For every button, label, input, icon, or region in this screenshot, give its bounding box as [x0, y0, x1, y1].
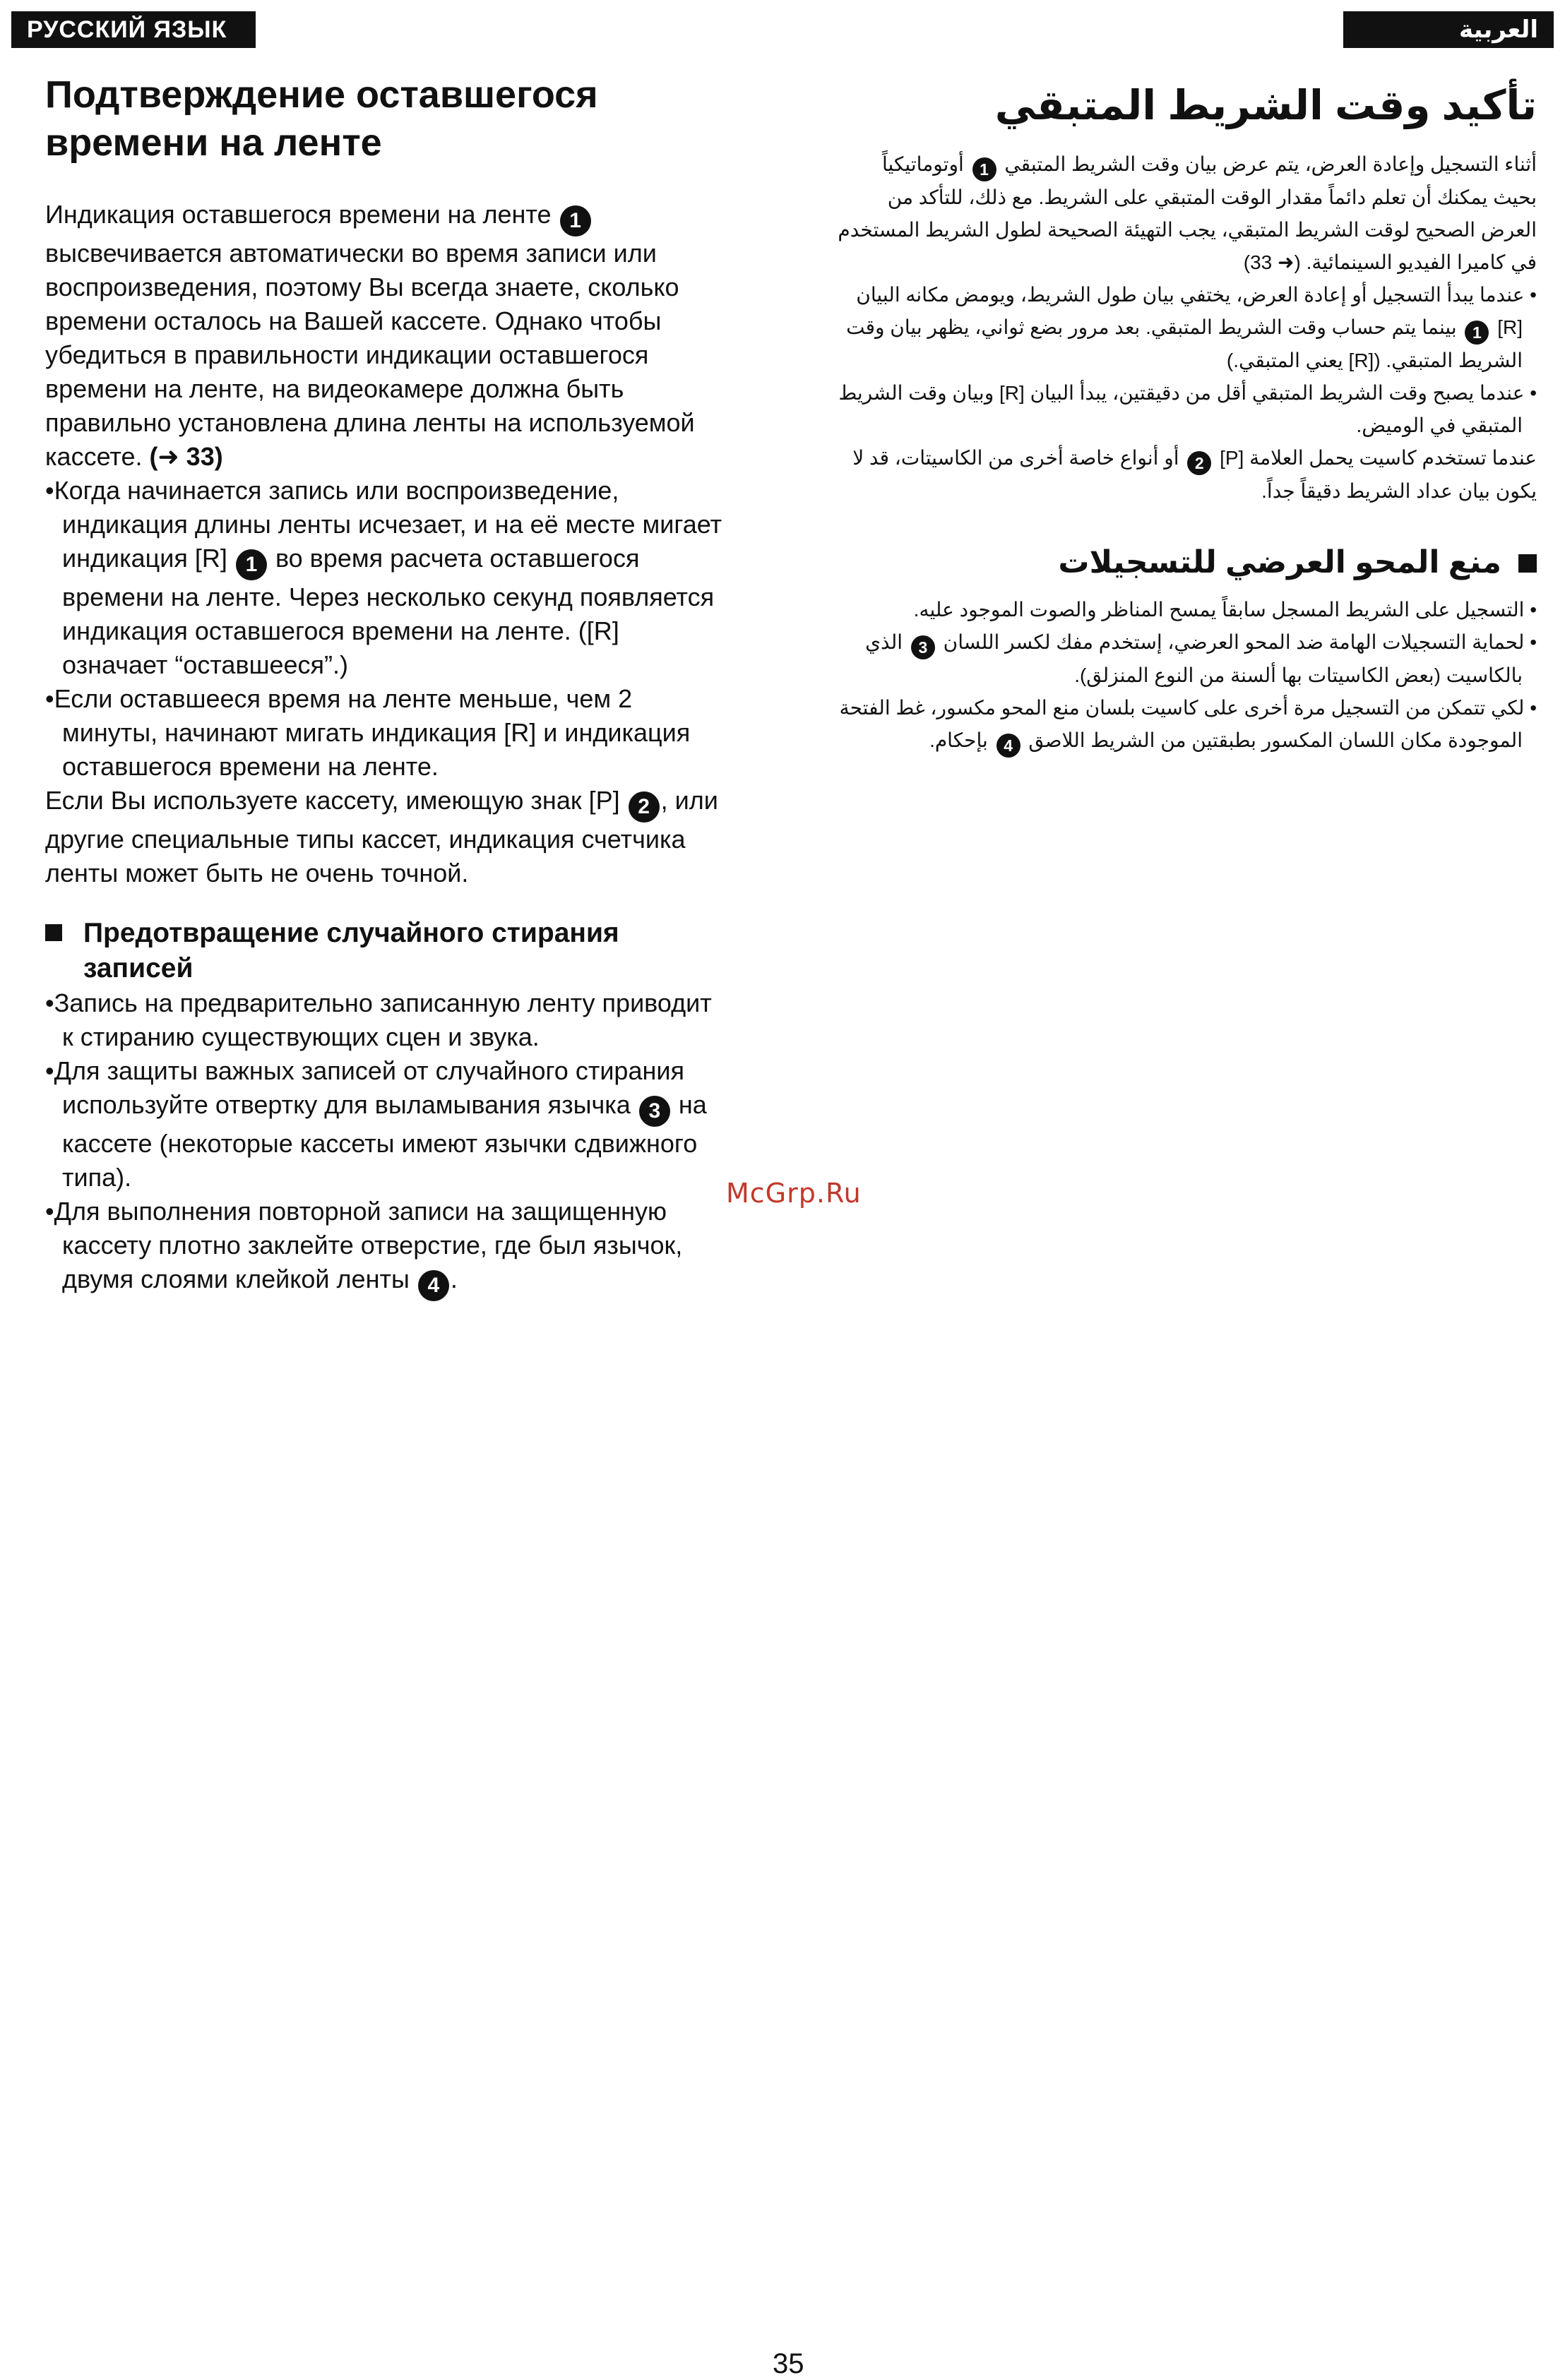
intro-paragraph-russian: [45, 198, 727, 474]
ar-intro-text-b: أوتوماتيكياً بحيث يمكنك أن تعلم دائماً مقدار الوقت المتبقي على الشريط. مع ذلك، للتأكد من العرض الصحيح لوقت الشريط المتبقي، يجب التهيئة الصحيحة لطول الشريط المستخدم في كاميرا الفيديو السينمائية.: [838, 153, 1537, 273]
cassette-text-a: Если Вы используете кассету, имеющую знак [P]: [45, 786, 620, 815]
ar-protect-text-b: الذي بالكاسيت (بعض الكاسيتات بها ألسنة من النوع المنزلق).: [865, 631, 1523, 686]
marker-1-icon: 1: [236, 549, 267, 580]
ar-subheading-text: منع المحو العرضي للتسجيلات: [1058, 545, 1501, 580]
ar-bullet-protect-records: [838, 626, 1537, 692]
subheading-prevent-erasure: [45, 916, 727, 986]
marker-4-icon: 4: [418, 1270, 449, 1301]
ar-protect-text-a: • لحماية التسجيلات الهامة ضد المحو العرضي، إستخدم مفك لكسر اللسان: [943, 631, 1537, 653]
marker-4-icon: 4: [996, 734, 1020, 758]
bullet-remaining-indicator: [45, 474, 727, 682]
ar-bullet-two-minutes: • عندما يصبح وقت الشريط المتبقي أقل من دقيقتين، يبدأ البيان [R] وبيان وقت الشريط المتبقي في الوميض.: [838, 382, 1537, 436]
square-bullet-icon: [1518, 554, 1537, 573]
arabic-column: [838, 78, 1537, 758]
protect-text-b: на кассете (некоторые кассеты имеют язычки сдвижного типа).: [62, 1090, 707, 1192]
ar-cassette-text-a: عندما تستخدم كاسيت يحمل العلامة [P]: [1220, 447, 1537, 469]
cassette-text-b: , или другие специальные типы кассет, индикация счетчика ленты может быть не очень точной.: [45, 786, 718, 887]
bullet-protect-records: [45, 1054, 727, 1195]
marker-1-icon: 1: [972, 157, 996, 181]
intro-paragraph-arabic: [838, 148, 1537, 279]
ar-rerecord-text-b: بإحكام.: [929, 729, 988, 751]
ar-cassette-p-paragraph: [838, 442, 1537, 508]
ar-subheading-prevent-erasure: [838, 542, 1537, 584]
marker-1-icon: 1: [1465, 321, 1489, 345]
bullet-text-b: во время расчета оставшегося времени на ленте. Через несколько секунд появляется индикация оставшегося времени на ленте. ([R] означает “оставшееся”.): [62, 544, 715, 679]
rerecord-text-b: .: [450, 1264, 458, 1293]
subheading-text: Предотвращение случайного стирания записей: [83, 918, 619, 983]
marker-2-icon: 2: [1187, 451, 1211, 475]
ar-bullet-rerecord: [838, 692, 1537, 758]
bullet-two-minutes: •Если оставшееся время на ленте меньше, чем 2 минуты, начинают мигать индикация [R] и индикация оставшегося времени на ленте.: [45, 684, 691, 781]
square-bullet-icon: [45, 924, 62, 941]
bullet-text-a: •Когда начинается запись или воспроизведение, индикация длины ленты исчезает, и на её месте мигает индикация [R]: [45, 476, 722, 573]
ar-bullet-remaining-indicator: [838, 279, 1537, 377]
marker-1-icon: 1: [560, 205, 591, 237]
ar-bullet-prerecorded: • التسجيل على الشريط المسجل سابقاً يمسح المناظر والصوت الموجود عليه.: [913, 599, 1537, 621]
marker-3-icon: 3: [639, 1096, 670, 1127]
intro-text-b: высвечивается автоматически во время записи или воспроизведения, поэтому Вы всегда знаете, сколько времени осталось на Вашей кассете. Однако чтобы убедиться в правильности индикации оставшегося времени на ленте, на видеокамере должна быть правильно установлена длина ленты на используемой кассете.: [45, 239, 695, 471]
ar-rerecord-text-a: • لكي تتمكن من التسجيل مرة أخرى على كاسيت بلسان منع المحو مكسور، غط الفتحة الموجودة مكان اللسان المكسور بطبقتين من الشريط اللاصق: [839, 697, 1537, 751]
language-tab-russian: РУССКИЙ ЯЗЫК: [11, 11, 256, 48]
ar-page-reference: (➜ 33): [1243, 251, 1301, 273]
ar-intro-text-a: أثناء التسجيل وإعادة العرض، يتم عرض بيان وقت الشريط المتبقي: [1004, 153, 1537, 175]
page-title-russian: Подтверждение оставшегося времени на ленте: [45, 73, 598, 164]
protect-text-a: •Для защиты важных записей от случайного стирания используйте отвертку для выламывания язычка: [45, 1056, 684, 1119]
page-number: 35: [773, 2348, 804, 2379]
intro-text-a: Индикация оставшегося времени на ленте: [45, 200, 552, 229]
ar-cassette-text-b: أو أنواع خاصة أخرى من الكاسيتات، قد لا يكون بيان عداد الشريط دقيقاً جداً.: [852, 447, 1537, 502]
page-reference: (➜ 33): [149, 442, 223, 471]
bullet-prerecorded: •Запись на предварительно записанную ленту приводит к стиранию существующих сцен и звука.: [45, 988, 712, 1051]
rerecord-text-a: •Для выполнения повторной записи на защищенную кассету плотно заклейте отверстие, где был язычок, двумя слоями клейкой ленты: [45, 1197, 683, 1293]
language-tab-arabic: العربية: [1343, 11, 1554, 48]
bullet-rerecord: [45, 1195, 727, 1301]
cassette-p-paragraph: [45, 784, 727, 890]
marker-3-icon: 3: [911, 635, 935, 659]
ar-bullet-text-a: • عندما يبدأ التسجيل أو إعادة العرض، يختفي بيان طول الشريط، ويومض مكانه البيان [R]: [856, 284, 1537, 338]
marker-2-icon: 2: [629, 791, 660, 823]
ar-bullet-text-b: بينما يتم حساب وقت الشريط المتبقي. بعد مرور بضع ثواني، يظهر بيان وقت الشريط المتبقي. ([R] يعني المتبقي.): [846, 316, 1523, 371]
russian-column: [45, 71, 727, 1301]
page-title-arabic: تأكيد وقت الشريط المتبقي: [994, 83, 1537, 128]
watermark: McGrp.Ru: [726, 1178, 862, 1209]
